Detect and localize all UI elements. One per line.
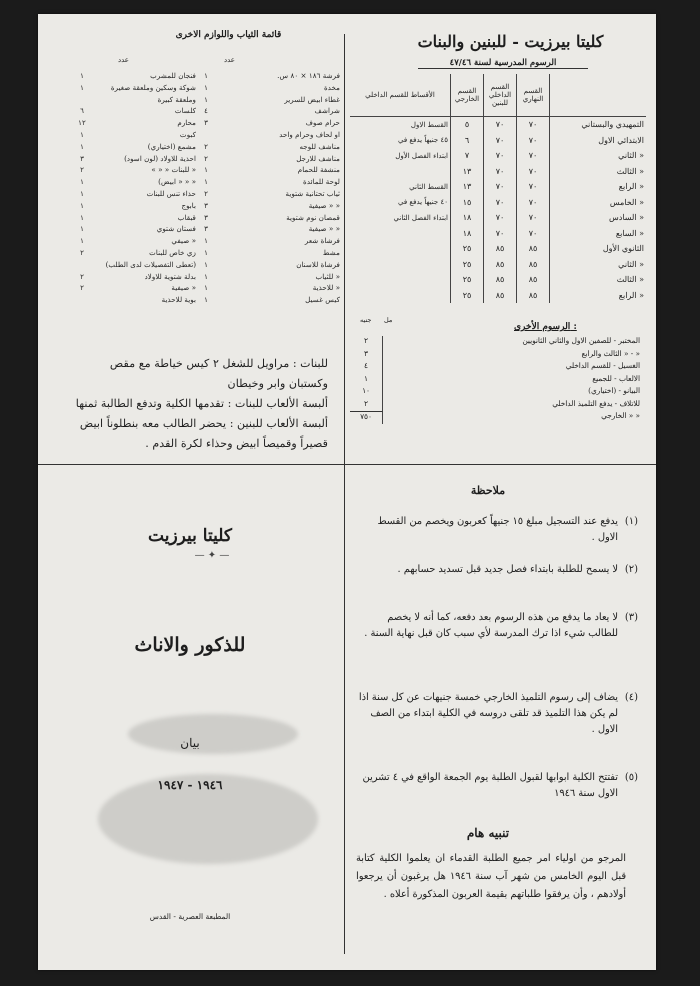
installment-note: ابتداء الفصل الثاني — [393, 213, 448, 222]
clothing-item — [198, 188, 340, 200]
clothing-item — [198, 235, 340, 247]
other-fee-row — [350, 349, 640, 362]
clothing-item — [74, 259, 196, 271]
item-label: حرام صوف — [305, 118, 340, 128]
day-fee: ٧٠ — [517, 226, 550, 242]
grade-cell: « الرابع — [550, 288, 647, 304]
cover-press: المطبعة العصرية - القدس — [149, 912, 231, 921]
item-qty: ٦ — [80, 106, 84, 116]
grade-cell: « الثاني — [550, 257, 647, 273]
item-qty: ٢ — [80, 271, 84, 281]
clothing-list-left — [74, 70, 196, 306]
fees-row — [350, 133, 646, 149]
board-fee: ٧٠ — [484, 133, 517, 149]
clothing-item — [74, 70, 196, 82]
item-qty: ١ — [80, 188, 84, 198]
item-qty: ١ — [80, 236, 84, 246]
clothing-item — [198, 94, 340, 106]
clothing-item — [74, 82, 196, 94]
item-qty: ١ — [80, 224, 84, 234]
board-fee: ٧٠ — [484, 210, 517, 226]
item-qty: ٣ — [204, 224, 208, 234]
hdr-external: القسم الخارجي — [451, 74, 484, 117]
item-label: شوكة وسكين وملعقة صغيرة — [110, 82, 196, 92]
item-qty: ١ — [204, 271, 208, 281]
item-qty: ١ — [80, 82, 84, 92]
item-label: شراشف — [314, 106, 340, 116]
installment-note — [350, 272, 451, 288]
item-qty — [74, 259, 90, 271]
ext-fee: ١٣ — [451, 179, 484, 195]
fees-row — [350, 241, 646, 257]
notes-title: ملاحظة — [470, 484, 506, 497]
item-qty: ١ — [80, 71, 84, 80]
item-qty: ١ — [204, 82, 208, 92]
item-label: فرشة ١٨٦ × ٨٠ س. — [277, 71, 340, 80]
item-qty: ١ — [204, 177, 208, 187]
day-fee: ٧٠ — [517, 164, 550, 180]
item-label: « للاحذية — [312, 283, 340, 293]
clothing-item — [74, 223, 196, 235]
ext-fee: ١٨ — [451, 210, 484, 226]
item-label: بابوج — [181, 200, 196, 210]
clothing-item — [74, 117, 196, 129]
clothing-item — [198, 153, 340, 165]
other-col-pounds: جنيه — [360, 316, 372, 324]
item-label: حذاء تنس للبنات — [146, 188, 196, 198]
clothing-item — [198, 129, 340, 141]
item-label: قبقاب — [177, 212, 196, 222]
clothing-item — [198, 164, 340, 176]
day-fee: ٧٠ — [517, 148, 550, 164]
item-qty: ٢ — [204, 141, 208, 151]
center-divider — [344, 34, 345, 954]
grade-cell: التمهيدي والبستاني — [550, 117, 647, 133]
item-qty: ٤ — [204, 106, 208, 116]
item-qty: ١ — [80, 177, 84, 187]
clothing-item — [198, 294, 340, 306]
clothing-item — [198, 200, 340, 212]
day-fee: ٧٠ — [517, 179, 550, 195]
item-label: مشمع (اختياري) — [147, 141, 196, 151]
item-qty: ٣ — [204, 212, 208, 222]
day-fee: ٧٠ — [517, 117, 550, 133]
day-fee: ٧٠ — [517, 195, 550, 211]
clothing-item — [74, 176, 196, 188]
clothing-item — [74, 105, 196, 117]
item-label: (تعطى التفصيلات لدى الطلب) — [105, 259, 196, 269]
clothing-item — [198, 259, 340, 271]
item-qty: ١ — [80, 200, 84, 210]
item-label: فنجان للمشرب — [150, 71, 196, 80]
clothing-item — [74, 188, 196, 200]
board-fee: ٧٠ — [484, 148, 517, 164]
item-qty — [74, 94, 90, 106]
ext-fee: ٥ — [451, 117, 484, 133]
clothing-item — [74, 282, 196, 294]
item-qty: ١ — [204, 236, 208, 246]
fees-row — [350, 195, 646, 211]
grade-cell: « الثالث — [550, 164, 647, 180]
note-number: (٥) — [624, 772, 638, 783]
item-qty: ٢ — [80, 165, 84, 175]
item-qty — [198, 129, 214, 141]
item-label: « صيفي — [171, 236, 196, 246]
item-label: مخدة — [323, 82, 340, 92]
item-label: غطاء ابيض للسرير — [284, 94, 340, 104]
clothing-note-line: للبنات : مراويل للشغل ٢ كيس خياطة مع مقص — [109, 357, 328, 370]
day-fee: ٧٠ — [517, 133, 550, 149]
board-fee: ٧٠ — [484, 179, 517, 195]
clothing-item — [198, 105, 340, 117]
clothing-note-line: ألبسة الألعاب للبنات : تقدمها الكلية وتدفع الطالبة ثمنها — [75, 397, 328, 410]
note-number: (٢) — [624, 564, 638, 575]
other-fee-label: المختبر - للصفين الاول والثاني الثانويين — [522, 336, 640, 345]
grade-cell: « الرابع — [550, 179, 647, 195]
hdr-grade — [550, 74, 647, 117]
item-qty: ١ — [80, 212, 84, 222]
clothing-item — [198, 271, 340, 283]
warning-body: المرجو من اولياء امر جميع الطلبة القدماء ان يعلموا الكلية كتابة قبل اليوم الخامس من شهر آب سنة ١٩٤٦ هل يرغبون أن يرجعوا أولادهم ، وأن يرفقوا طلباتهم بقيمة العربون المذكورة أعلاه . — [356, 853, 626, 900]
item-label: لوحة للمائدة — [303, 177, 340, 187]
grade-cell: « الثالث — [550, 272, 647, 288]
clothing-item — [198, 141, 340, 153]
hdr-boarding: القسم الداخلي للبنين — [484, 74, 517, 117]
ext-fee: ١٥ — [451, 195, 484, 211]
fees-row — [350, 117, 646, 133]
item-label: بوية للاحذية — [161, 295, 196, 305]
other-fee-amount: ٣ — [350, 349, 383, 362]
clothing-item — [198, 176, 340, 188]
col-header-right: عدد — [224, 56, 235, 64]
ext-fee: ٢٥ — [451, 257, 484, 273]
other-fee-row — [350, 336, 640, 349]
day-fee: ٨٥ — [517, 241, 550, 257]
item-label: كيس غسيل — [305, 295, 340, 305]
item-qty — [74, 294, 90, 306]
installment-note: القسط الاول — [410, 120, 448, 129]
item-qty: ١ — [204, 259, 208, 269]
other-fee-amount: ٢ — [350, 399, 383, 412]
fees-row — [350, 272, 646, 288]
hdr-day: القسم النهاري — [517, 74, 550, 117]
board-fee: ٨٥ — [484, 257, 517, 273]
note-item — [356, 562, 638, 578]
note-item — [356, 690, 638, 738]
clothing-item — [74, 271, 196, 283]
other-fee-label: للاتلاف - يدفع التلميذ الداخلي — [552, 398, 640, 408]
item-label: احذية للاولاد (لون اسود) — [124, 153, 196, 163]
fees-table — [350, 74, 646, 303]
clothing-item — [198, 212, 340, 224]
item-qty: ١ — [204, 71, 208, 80]
item-label: محارم — [177, 118, 196, 128]
other-fee-label: « « الخارجي — [601, 411, 640, 420]
other-fee-row — [350, 411, 640, 424]
item-qty: ١ — [80, 129, 84, 139]
item-label: مناشف للوجه — [299, 141, 340, 151]
warning-title: تنبيه هام — [466, 826, 510, 840]
clothing-item — [74, 235, 196, 247]
item-label: « للبنات « « » — [151, 165, 196, 175]
item-label: كلسات — [174, 106, 196, 116]
fees-row — [350, 288, 646, 304]
ext-fee: ٢٥ — [451, 272, 484, 288]
ext-fee: ١٣ — [451, 164, 484, 180]
fees-row — [350, 148, 646, 164]
other-fee-label: الغسيل - للقسم الداخلي — [565, 361, 640, 370]
board-fee: ٧٠ — [484, 226, 517, 242]
board-fee: ٧٠ — [484, 195, 517, 211]
cover-subtitle: للذكور والاناث — [134, 634, 246, 656]
item-label: او لحاف وحرام واحد — [279, 129, 340, 139]
installment-note — [350, 164, 451, 180]
ext-fee: ٢٥ — [451, 241, 484, 257]
other-fee-row — [350, 399, 640, 412]
installment-note: ٤٠ جنيهاً يدفع في — [398, 198, 448, 207]
fees-row — [350, 226, 646, 242]
clothing-note-line: وكستبان وابر وخيطان — [227, 377, 328, 390]
note-text: يدفع عند التسجيل مبلغ ١٥ جنيهاً كعربون ويخصم من القسط الاول . — [377, 516, 618, 543]
item-qty: ٢ — [80, 247, 84, 257]
other-fee-label: الالعاب - للجميع — [592, 373, 640, 383]
clothing-item — [198, 223, 340, 235]
grade-cell: الابتدائي الاول — [550, 133, 647, 149]
clothing-item — [198, 117, 340, 129]
other-fee-amount: ٢ — [350, 336, 383, 349]
item-qty: ١٢ — [78, 118, 86, 128]
item-label: ثياب تحتانية شتوية — [285, 188, 340, 198]
item-label: وملعقة كبيرة — [157, 94, 196, 104]
item-qty: ٢ — [204, 153, 208, 163]
installment-note — [350, 241, 451, 257]
item-qty: ١ — [204, 295, 208, 305]
item-qty: ١ — [204, 283, 208, 293]
fees-title: كليتا بيرزيت - للبنين والبنات — [417, 32, 604, 51]
item-qty: ٢ — [204, 188, 208, 198]
clothing-item — [198, 282, 340, 294]
grade-cell: « الثاني — [550, 148, 647, 164]
item-label: منشفة للحمام — [297, 165, 340, 175]
item-label: فستان شتوي — [156, 224, 196, 234]
clothing-item — [74, 212, 196, 224]
other-fee-label: البيانو - (اختياري) — [588, 386, 640, 395]
clothing-item — [74, 141, 196, 153]
day-fee: ٧٠ — [517, 210, 550, 226]
clothing-item — [74, 153, 196, 165]
clothing-item — [74, 247, 196, 259]
item-qty: ٣ — [204, 200, 208, 210]
other-fee-amount: ١ — [350, 374, 383, 387]
other-fee-row — [350, 386, 640, 399]
day-fee: ٨٥ — [517, 288, 550, 304]
ext-fee: ٦ — [451, 133, 484, 149]
ornament-icon: — ✦ — — [194, 550, 230, 561]
item-qty: ١ — [80, 141, 84, 151]
other-col-mils: مل — [384, 316, 393, 324]
item-label: « « صيفية — [308, 224, 340, 234]
item-label: « صيفية — [171, 283, 196, 293]
item-label: « « « ابيض) — [158, 177, 196, 187]
note-text: يضاف إلى رسوم التلميذ الخارجي خمسة جنيهات عن كل سنة اذا لم يكن هذا التلميذ قد تلقى دروسه في الكلية ابتداء من الصف الاول . — [358, 692, 618, 735]
clothing-notes — [68, 354, 328, 454]
item-qty: ٣ — [204, 118, 208, 128]
other-fee-amount: ١٠ — [350, 386, 383, 399]
ext-fee: ٢٥ — [451, 288, 484, 304]
note-number: (٤) — [624, 692, 638, 703]
item-label: « للثياب — [315, 271, 340, 281]
board-fee: ٨٥ — [484, 288, 517, 304]
other-fee-row — [350, 374, 640, 387]
board-fee: ٨٥ — [484, 272, 517, 288]
item-label: فرشاة شعر — [304, 236, 340, 246]
item-label: بدلة شتوية للاولاد — [144, 271, 196, 281]
fees-subtitle: الرسوم المدرسية لسنة ٤٧/٤٦ — [418, 58, 588, 69]
clothing-item — [198, 70, 340, 82]
clothing-note-line: قصيراً وقميصاً ابيض وحذاء لكرة القدم . — [145, 437, 328, 450]
item-label: مشط — [322, 247, 340, 257]
grade-cell: الثانوي الأول — [550, 241, 647, 257]
other-fee-row — [350, 361, 640, 374]
item-label: قمصان نوم شتوية — [286, 212, 340, 222]
note-item — [356, 610, 638, 642]
clothing-list-right — [198, 70, 340, 306]
clothing-item — [74, 94, 196, 106]
ext-fee: ١٨ — [451, 226, 484, 242]
item-label: زي خاص للبنات — [149, 247, 196, 257]
clothing-note-line: ألبسة الألعاب للبنين : يحضر الطالب معه بنطلوناً ابيض — [79, 417, 328, 430]
board-fee: ٨٥ — [484, 241, 517, 257]
col-header-left: عدد — [118, 56, 129, 64]
installment-note — [350, 257, 451, 273]
installment-note: القسط الثاني — [409, 182, 448, 191]
note-item — [356, 514, 638, 546]
installment-note: ٤٥ جنيهاً يدفع في — [398, 136, 448, 145]
grade-cell: « الخامس — [550, 195, 647, 211]
other-fees-title: الرسوم الأخرى : — [514, 322, 577, 332]
installment-note — [350, 226, 451, 242]
note-text: لا يسمح للطلبة بابتداء فصل جديد قبل تسديد حسابهم . — [397, 564, 618, 575]
clothing-item — [74, 200, 196, 212]
board-fee: ٧٠ — [484, 117, 517, 133]
board-fee: ٧٠ — [484, 164, 517, 180]
note-text: تفتتح الكلية ابوابها لقبول الطلبة يوم الجمعة الواقع في ٤ تشرين الاول سنة ١٩٤٦ — [362, 772, 618, 799]
other-fee-amount: ٤ — [350, 361, 383, 374]
grade-cell: « السادس — [550, 210, 647, 226]
day-fee: ٨٥ — [517, 272, 550, 288]
clothing-item — [74, 294, 196, 306]
cover-year: ١٩٤٦ - ١٩٤٧ — [157, 778, 223, 792]
item-qty: ١ — [204, 165, 208, 175]
clothing-item — [74, 164, 196, 176]
item-label: كبوت — [179, 129, 196, 139]
fees-row — [350, 257, 646, 273]
fees-row — [350, 164, 646, 180]
clothing-list-title: قائمة الثياب واللوازم الاخرى — [175, 30, 282, 40]
document-sheet — [38, 14, 656, 970]
item-qty: ٢ — [80, 283, 84, 293]
cover-title: كليتا بيرزيت — [148, 526, 232, 546]
installment-note: ابتداء الفصل الأول — [395, 151, 448, 160]
other-fee-amount: ٧٥٠ — [350, 411, 383, 424]
fees-row — [350, 210, 646, 226]
item-qty: ١ — [204, 94, 208, 104]
clothing-item — [198, 82, 340, 94]
hdr-installments: الأقساط للقسم الداخلي — [350, 74, 451, 117]
note-text: لا يعاد ما يدفع من هذه الرسوم بعد دفعه، كما أنه لا يخصم للطالب شيء اذا ترك المدرسة لأي سبب كان قبل نهاية السنة . — [364, 612, 618, 639]
grade-cell: « السابع — [550, 226, 647, 242]
item-label: مناشف للارجل — [296, 153, 340, 163]
installment-note — [350, 288, 451, 304]
middle-divider — [38, 464, 656, 465]
other-fee-label: « - « الثالث والرابع — [581, 348, 640, 358]
item-label: « « صيفية — [308, 200, 340, 210]
other-fees-list — [350, 336, 640, 424]
note-item — [356, 770, 638, 802]
day-fee: ٨٥ — [517, 257, 550, 273]
fees-row — [350, 179, 646, 195]
clothing-item — [74, 129, 196, 141]
note-number: (١) — [624, 516, 638, 527]
ext-fee: ٧ — [451, 148, 484, 164]
item-label: فرشاة للاسنان — [296, 259, 340, 269]
item-qty: ١ — [204, 247, 208, 257]
cover-bayan: بيان — [180, 736, 200, 750]
note-number: (٣) — [624, 612, 638, 623]
item-qty: ٣ — [80, 153, 84, 163]
clothing-item — [198, 247, 340, 259]
